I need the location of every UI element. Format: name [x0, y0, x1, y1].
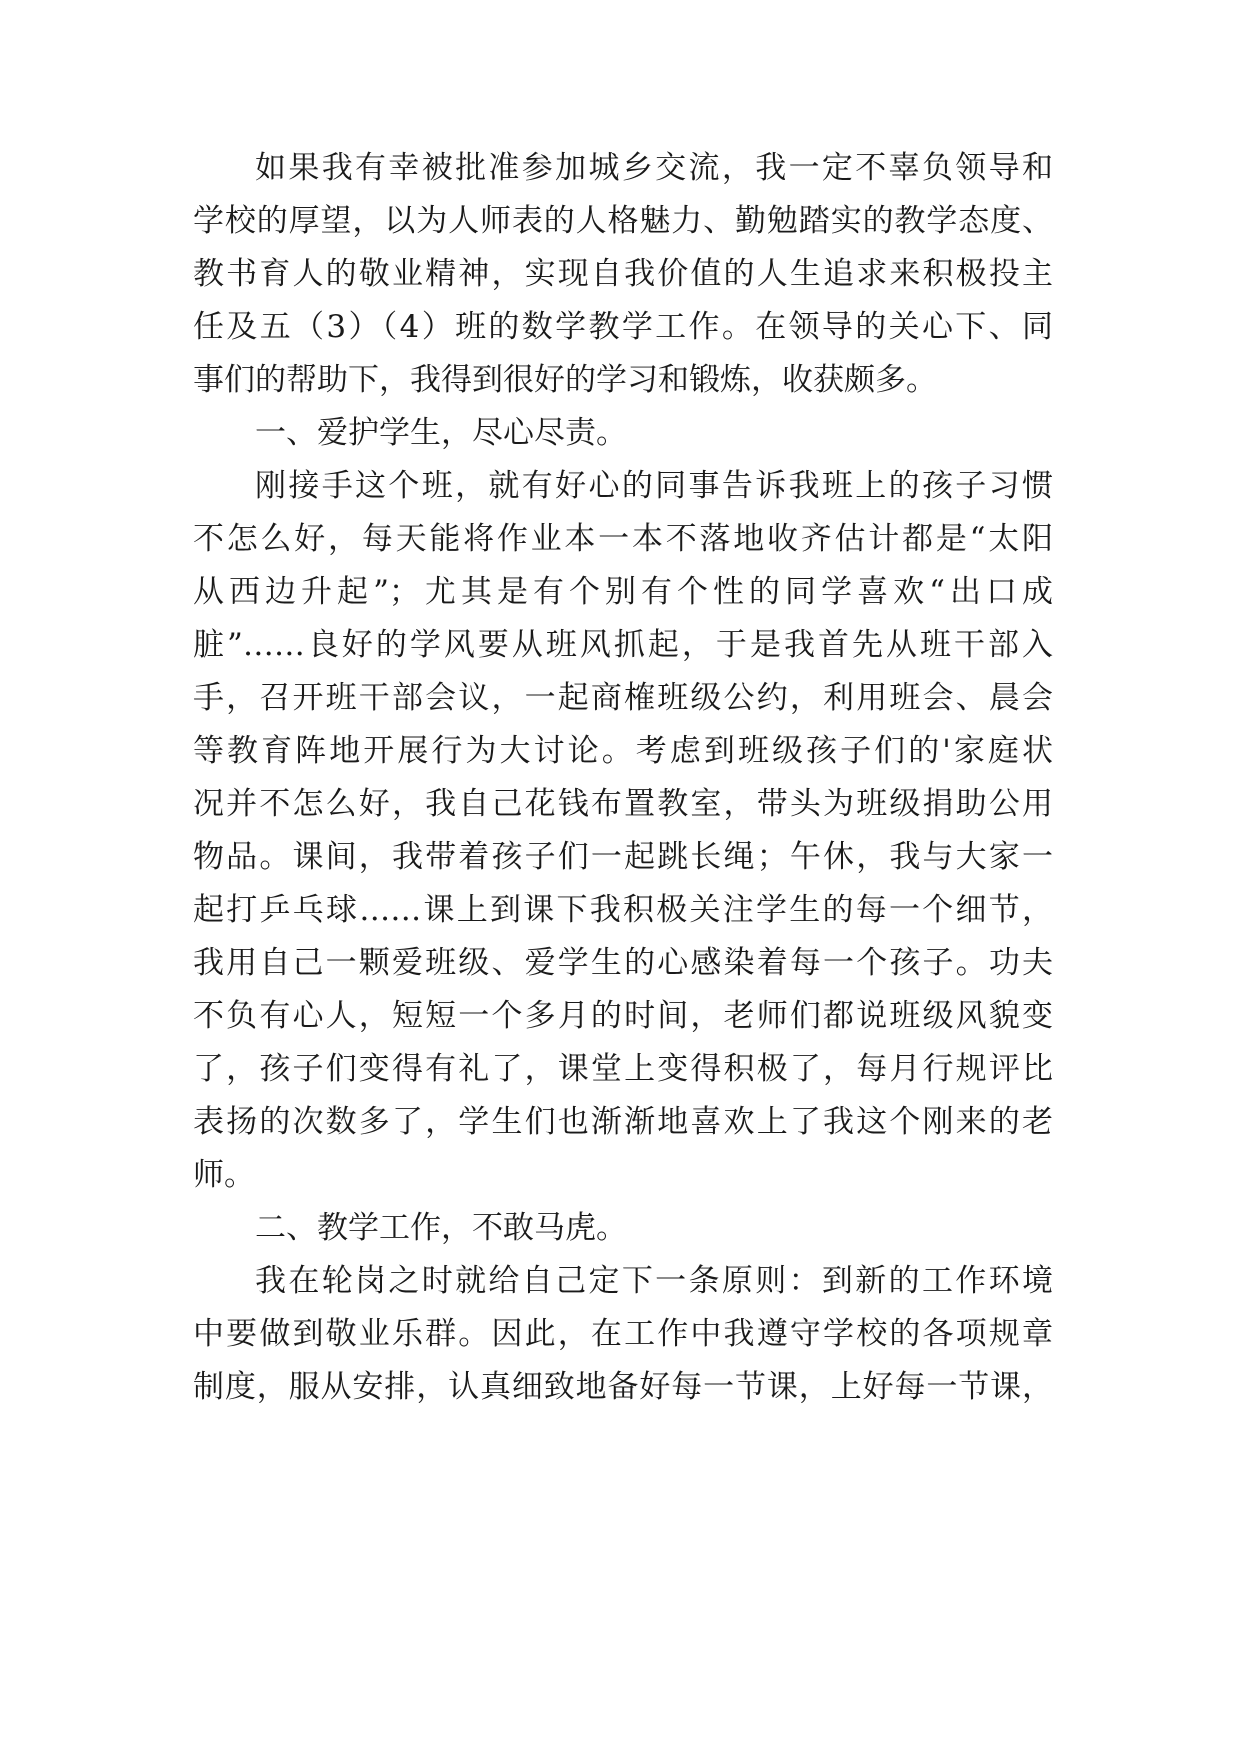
section-heading: 一、爱护学生，尽心尽责。 [255, 415, 627, 451]
paragraph-line: 表扬的次数多了，学生们也渐渐地喜欢上了我这个刚来的老 [193, 1104, 1053, 1140]
paragraph-line: 物品。课间，我带着孩子们一起跳长绳；午休，我与大家一 [193, 839, 1053, 875]
paragraph-line: 脏”……良好的学风要从班风抓起，于是我首先从班干部入 [193, 627, 1053, 663]
paragraph-line: 我在轮岗之时就给自己定下一条原则：到新的工作环境 [255, 1263, 1053, 1299]
paragraph-line: 学校的厚望，以为人师表的人格魅力、勤勉踏实的教学态度、 [193, 203, 1053, 239]
section-heading: 二、教学工作，不敢马虎。 [255, 1210, 627, 1246]
paragraph-line: 如果我有幸被批准参加城乡交流，我一定不辜负领导和 [255, 150, 1053, 186]
paragraph-line: 教书育人的敬业精神，实现自我价值的人生追求来积极投主 [193, 256, 1053, 292]
paragraph-line: 况并不怎么好，我自己花钱布置教室，带头为班级捐助公用 [193, 786, 1053, 822]
paragraph-line: 从西边升起”；尤其是有个别有个性的同学喜欢“出口成 [193, 574, 1053, 610]
paragraph-line: 刚接手这个班，就有好心的同事告诉我班上的孩子习惯 [255, 468, 1053, 504]
paragraph-line: 手，召开班干部会议，一起商榷班级公约，利用班会、晨会 [193, 680, 1053, 716]
paragraph-line: 任及五（3）（4）班的数学教学工作。在领导的关心下、同 [193, 309, 1053, 345]
paragraph-line: 事们的帮助下，我得到很好的学习和锻炼，收获颇多。 [193, 362, 937, 398]
paragraph-line: 等教育阵地开展行为大讨论。考虑到班级孩子们的'家庭状 [193, 733, 1053, 769]
paragraph-line: 制度，服从安排，认真细致地备好每一节课，上好每一节课， [193, 1369, 1053, 1405]
paragraph-line: 我用自己一颗爱班级、爱学生的心感染着每一个孩子。功夫 [193, 945, 1053, 981]
paragraph-line: 中要做到敬业乐群。因此，在工作中我遵守学校的各项规章 [193, 1316, 1053, 1352]
paragraph-line: 师。 [193, 1157, 255, 1193]
paragraph-line: 了，孩子们变得有礼了，课堂上变得积极了，每月行规评比 [193, 1051, 1053, 1087]
paragraph-line: 不负有心人，短短一个多月的时间，老师们都说班级风貌变 [193, 998, 1053, 1034]
paragraph-line: 不怎么好，每天能将作业本一本不落地收齐估计都是“太阳 [193, 521, 1053, 557]
paragraph-line: 起打乒乓球……课上到课下我积极关注学生的每一个细节， [193, 892, 1053, 928]
